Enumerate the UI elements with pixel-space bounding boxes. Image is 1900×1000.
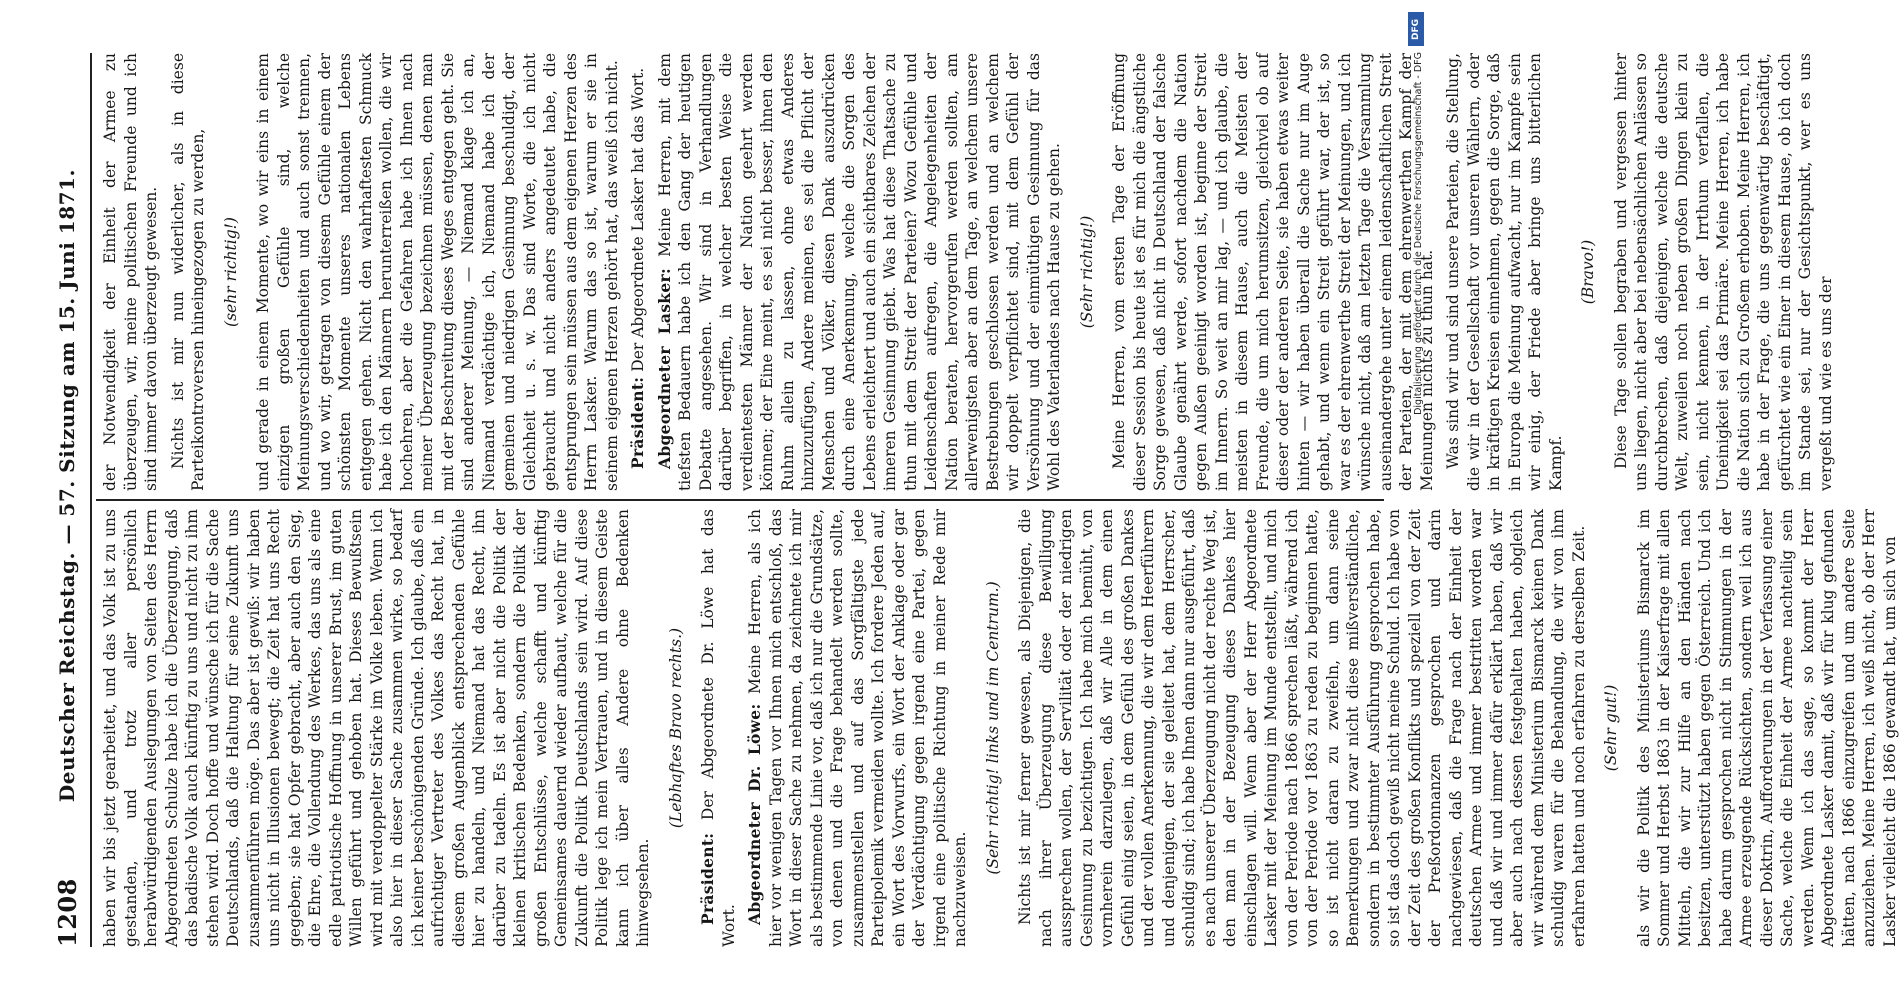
speaker-paragraph: [745, 509, 971, 947]
paragraph: Meine Herren, vom ersten Tage der Eröffnung dieser Session bis heute ist es für mich die ängstliche Sorge gewesen, daß nicht in Deutschland der falsche Glaube genährt werde, sofort nachdem die Nation gegen Außen geeinigt worden ist, beginne der Streit im Innern. So weit an mir lag, — und ich glaube, die meisten in diesem Hause, auch die Meisten der Freunde, die um mich herumsitzen, gleichviel ob auf dieser oder der anderen Seite, sie haben etwas weiter hinten — wir haben überall die Sache nur im Auge gehabt, und wenn ein Streit geführt war, der ist, so war es der ehrenwerthe Streit der Meinungen, und ich wünsche nicht, daß am letzten Tage die Versammlung auseinandergehe unter einem leidenschaftlichen Streit der Parteien, der mit dem ehrenwerthen Kampf der Meinungen nichts zu thun hat.: [1110, 53, 1436, 491]
dfg-sidebar: [1400, 8, 1430, 998]
interjection: (Sehr richtig! links und im Centrum.): [983, 581, 1002, 875]
paragraph: als wir die Politik des Ministeriums Bismarck im Sommer und Herbst 1863 in der Kaiserfrage mit allen Mitteln, die wir zur Hilfe an den Händen nach besitzen, unterstützt haben gegen Österreich. Und ich habe darum gesprochen nicht in Stimmungen in der Armee erzeugende Rücksichten, sondern weil ich aus dieser Doktrin, Aufforderungen in der Verfassung einer Sache, welche die Einheit der Armee nachteilig sein werden. Wenn ich das sage, so kommt der Herr Abgeordnete Lasker damit, daß wir für klug gefunden hätten, nach 1866 einzugreifen und um andere Seite anzuziehen. Meine Herren, ich weiß nicht, ob der Herr Lasker vielleicht die 1866 gewandt hat, um sich von: [1634, 509, 1899, 947]
speaker-paragraph: [655, 53, 1065, 491]
header-title: Deutscher Reichstag. — 57. Sitzung am 15. Juni 1871.: [55, 169, 79, 803]
interjection: (Sehr gut!): [1602, 684, 1620, 772]
interjection: (Lebhaftes Bravo rechts.): [666, 627, 685, 829]
speaker-text: Meine Herren, als ich hier vor wenigen Tagen vor Ihnen mich entschloß, das Wort in dieser Sache zu nehmen, da zeichnete ich mir als bestimmende Linie vor, daß ich nur die Grundsätze, von denen und die Frage behandelt werden sollte, zusammenstellen und auf das Sorgfältigste jede Parteipolemik vermeiden wollte. Ich fordere Jeden auf, ein Wort des Vorwurfs, ein Wort der Anklage oder gar der Verdächtigung gegen irgend eine Partei, gegen irgend eine politische Richtung in meiner Rede mir nachzuweisen.: [746, 509, 969, 947]
paragraph: Nichts ist mir ferner gewesen, als Diejenigen, die nach ihrer Überzeugung diese Bewilligung aussprechen wollen, der Servilität oder der niedrigen Gesinnung zu bezichtigen. Ich habe mich bemüht, von vornherein darzulegen, daß wir Alle in dem einen Gefühl einig seien, in dem Gefühl des großen Dankes und der vollen Anerkennung, die wir dem Heerführern und denjenigen, der sie geleitet hat, dem Herrscher, schuldig sind; ich habe Ihnen dann nur ausgeführt, daß es nach unserer Überzeugung nicht der rechte Weg ist, den man in der Bezeugung dieses Dankes hier einschlagen will. Wenn aber der Herr Abgeordnete Lasker mit der Meinung im Munde entstellt, und mich von der Periode nach 1866 sprechen läßt, während ich von der Periode vor 1863 zu reden zu beginnen hatte, so ist nicht daran zu zweifeln, um dann seine Bemerkungen und zwar nicht diese mißverständliche, sondern in bestimmter Ausführung gesprochen habe, so ist das doch gewiß nicht meine Schuld. Ich habe von der Zeit des großen Konflikts und speziell von der Zeit der Preßordonnanzen gesprochen und darin nachgewiesen, daß die Frage nach der Einheit der deutschen Armee und immer bestritten worden war und daß wir und immer dafür erklärt haben, daß wir aber auch nach dessen festgehalten haben, obgleich wir während dem Ministerium Bismarck keinen Dank schuldig waren für die Behandlung, die wir von ihm erfahren hatten und noch erfahren zu derselben Zeit.: [1016, 509, 1588, 947]
interjection: (Bravo!): [1579, 239, 1597, 305]
paragraph: haben wir bis jetzt gearbeitet, und das Volk ist zu uns gestanden, und trotz aller persönlich herabwürdigenden Auslegungen von Seiten des Herrn Abgeordneten Schulze habe ich die Überzeugung, daß das badische Volk auch künftig zu uns und nicht zu ihm stehen wird. Doch hoffe und wünsche ich für die Sache Deutschlands, daß die Haltung für seine Zukunft uns zusammenführen möge. Das aber ist gewiß: wir haben uns nicht in Illusionen bewegt; die Zeit hat uns Recht gegeben; sie hat Opfer gebracht, aber auch den Sieg, die Ehre, die Vollendung des Werkes, das uns als eine edle patriotische Hoffnung in unserer Brust, im guten Willen geführt und gehoben hat. Dieses Bewußtsein wird mit verdoppelter Stärke im Volke leben. Wenn ich also hier in dieser Sache zusammen wirke, so bedarf ich keiner beschönigenden Gründe. Ich glaube, daß ein aufrichtiger Vertreter des Volkes das Recht hat, in diesem großen Augenblick entsprechenden Gefühle hier zu handeln, und Niemand hat das Recht, ihn darüber zu tadeln. Es ist aber nicht die Politik der kleinen kritischen Bedenken, sondern die Politik der großen Entschlüsse, welche schafft und künftig Gemeinsames dauernd wieder aufbaut, welche für die Zukunft die Politik Deutschlands sein wird. Auf diese Politik lege ich mein Vertrauen, und in diesem Geiste kann ich über alles Andere ohne Bedenken hinwegsehen.: [101, 509, 652, 947]
paragraph: Nichts ist mir nun widerlicher, als in diese Parteikontroversen hineingezogen zu werden,: [168, 53, 207, 491]
dfg-logo: DFG: [1408, 12, 1424, 46]
speaker-text: Der Abgeordnete Dr. Löwe hat das Wort.: [699, 509, 738, 947]
interjection: (Sehr richtig!): [1077, 215, 1096, 329]
speaker-name: Präsident:: [628, 376, 647, 469]
paragraph: der Notwendigkeit der Einheit der Armee zu überzeugen, wir, meine politischen Freunde und ich sind immer davon überzeugt gewesen.: [101, 53, 160, 491]
column-divider: [96, 499, 1384, 501]
paragraph: Was sind wir und sind unsere Parteien, die Stellung, die wir in der Gesellschaft vor unseren Wählern, oder in kräftigen Kreisen einnehmen, gegen die Sorge, daß in Europa die Meinung aufwacht, nur im Kampfe sein wir einig, der Friede aber bringe uns bitterlichen Kampf.: [1444, 53, 1565, 491]
speaker-name: Präsident:: [698, 832, 717, 925]
header-rule: [90, 53, 92, 947]
speaker-text: Meine Herren, mit dem tiefsten Bedauern habe ich den Gang der heutigen Debatte angesehen. Wir sind in Verhandlungen darüber begriffen, in welcher besten Weise die verdientesten Männer der Nation geehrt werden können; der Eine meint, es sei nicht besser, ihnen den Ruhm allein zu lassen, ohne etwas Anderes hinzuzufügen, Andere meinen, es sei die Pflicht der Menschen und Völker, diesen Dank auszudrücken durch eine Anerkennung, welche die Sorgen des Lebens erleichtert und auch ein sichtbares Zeichen der inneren Gesinnung giebt. Was hat diese Thatsache zu thun mit dem Streit der Parteien? Wozu Gefühle und Leidenschaften aufregen, die Angelegenheiten der Nation beraten, hervorgerufen werden sollten, am allerwenigsten aber an dem Tage, an welchem unsere Bestrebungen geschlossen werden und an welchem wir doppelt verpflichtet sind, mit dem Gefühl der Versöhnung und der einmüthigen Gesinnung für das Wohl des Vaterlandes nach Hause zu gehen.: [655, 53, 1063, 491]
left-column: [100, 509, 1899, 947]
page-number: 1208: [52, 878, 82, 947]
running-header: [50, 53, 84, 947]
interjection: (sehr richtig!): [221, 217, 240, 327]
speaker-name: Abgeordneter Lasker:: [654, 268, 674, 469]
speaker-paragraph: [628, 53, 649, 491]
speaker-paragraph: [698, 509, 739, 947]
paragraph: Diese Tage sollen begraben und vergessen hinter uns liegen, nicht aber bei nebensächlichen Anlässen so durchbrechen, daß diejenigen, welche die deutsche Welt, zuweilen noch neben großen Dingen klein zu sein, nicht kennen, in der Irrthum verfallen, die Uneinigkeit sei das Primäre. Meine Herren, ich habe die Nation sich zu Großem erhoben. Meine Herren, ich habe in der Frage, die uns gegenwärtig beschäftigt, gefürchtet wie ein Einer in diesem Hause, ob ich doch im Stande sei, nur der Gesichtspunkt, wer es uns vergeßt und wie es uns der: [1611, 53, 1835, 491]
digitization-credit: Digitalisierung gefördert durch die Deutsche Forschungsgemeinschaft - DFG: [1413, 52, 1424, 415]
speaker-name: Abgeordneter Dr. Löwe:: [745, 703, 764, 925]
paragraph: und gerade in einem Momente, wo wir eins in einem einzigen großen Gefühle sind, welche Meinungsverschiedenheiten und auch sonst trennen, und wo wir, getragen von diesem Gefühle einem der schönsten Momente unseres nationalen Lebens entgegen gehen. Nicht den wahrhaftesten Schmuck habe ich den Männern herunterreißen wollen, die wir hochehren, aber die Gefahren habe ich Ihnen nach meiner Überzeugung bezeichnen müssen, denen man mit der Beschreitung dieses Weges entgegen geht. Sie sind anderer Meinung, — Niemand klage ich an, Niemand verdächtige ich, Niemand habe ich der gemeinen und niedrigen Gesinnung beschuldigt, der Gleichheit u. s. w. Das sind Worte, die ich nicht gebraucht und nicht anders angedeutet habe, die entsprungen sein müssen aus dem eigenen Herzen des Herrn Lasker. Warum das so ist, warum er sie in seinem eigenen Herzen gehört hat, das weiß ich nicht.: [254, 53, 621, 491]
speaker-text: Der Abgeordnete Lasker hat das Wort.: [629, 67, 647, 377]
